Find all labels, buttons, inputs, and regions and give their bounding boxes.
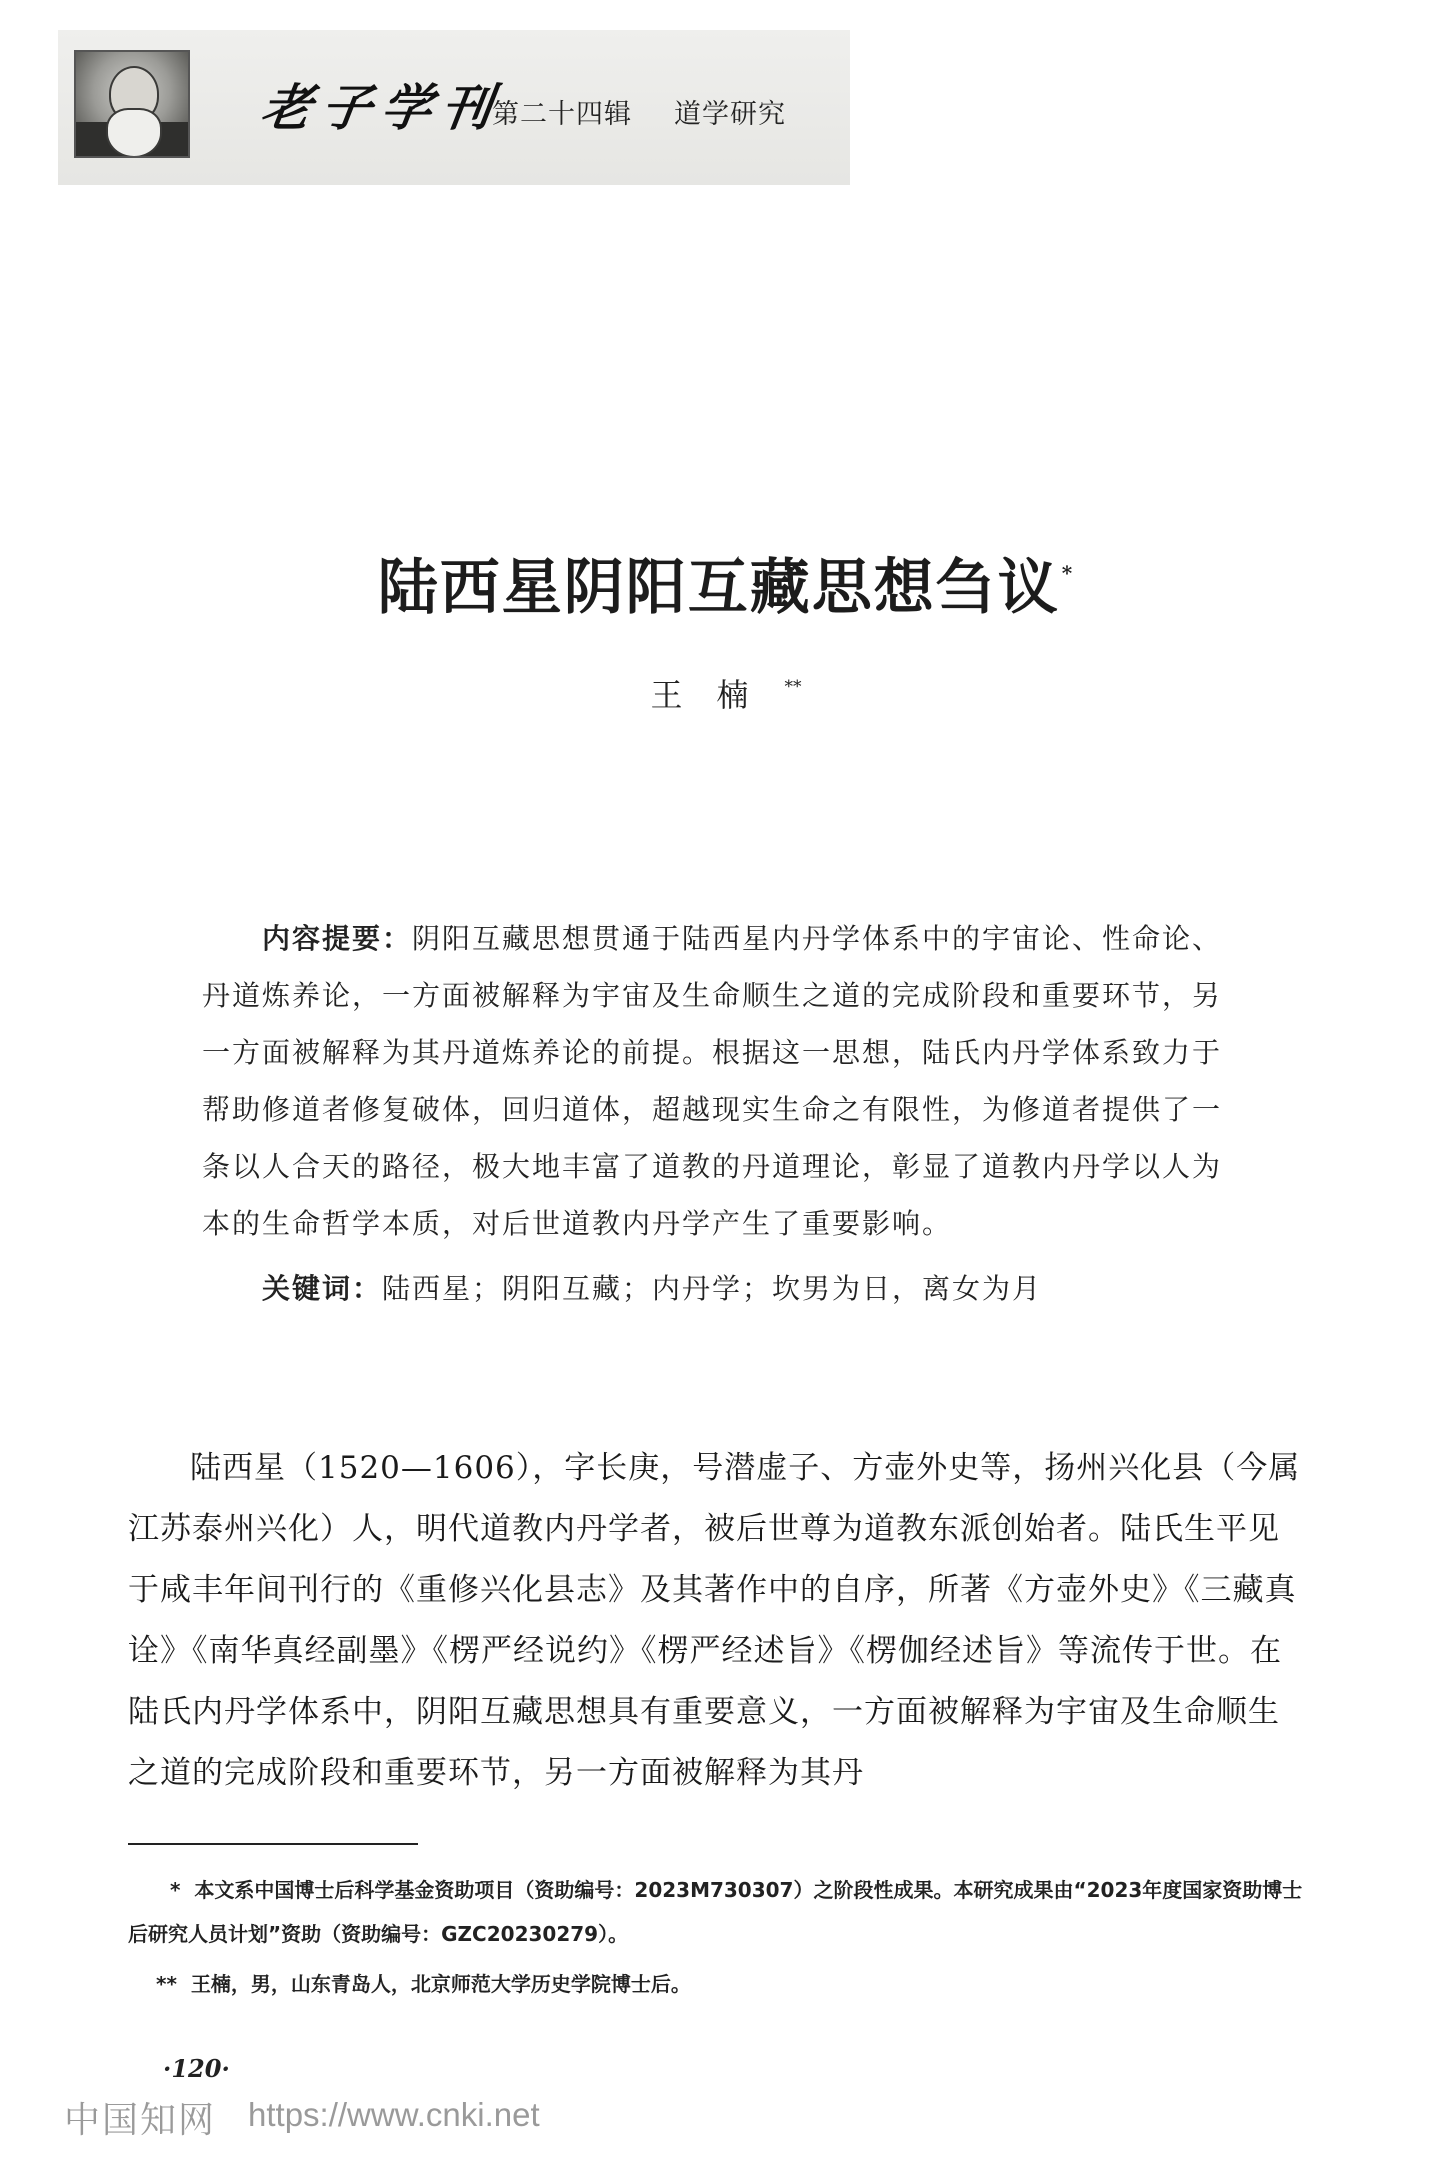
body-text: [128, 1438, 1308, 1804]
footnotes: [128, 1868, 1308, 2006]
section-label: 道学研究: [674, 99, 786, 130]
journal-name: 老子学刊: [257, 78, 506, 137]
body-paragraph: 陆西星（1520—1606），字长庚，号潜虚子、方壶外史等，扬州兴化县（今属江苏泰州兴化）人，明代道教内丹学者，被后世尊为道教东派创始者。陆氏生平见于咸丰年间刊行的《重修兴化县志》及其著作中的自序，所著《方壶外史》《三藏真诠》《南华真经副墨》《楞严经说约》《楞严经述旨》《楞伽经述旨》等流传于世。在陆氏内丹学体系中，阴阳互藏思想具有重要意义，一方面被解释为宇宙及生命顺生之道的完成阶段和重要环节，另一方面被解释为其丹: [128, 1450, 1301, 1791]
article-author: [0, 670, 1452, 716]
page-number: ·120·: [163, 2054, 230, 2083]
footnote-text: 本文系中国博士后科学基金资助项目（资助编号：2023M730307）之阶段性成果。本研究成果由“2023年度国家资助博士后研究人员计划”资助（资助编号：GZC20230279）。: [128, 1878, 1303, 1946]
footnote-item: [128, 1868, 1308, 1956]
footnote-text: 王楠，男，山东青岛人，北京师范大学历史学院博士后。: [190, 1972, 691, 1996]
footnote-mark: *: [170, 1878, 181, 1902]
footnote-mark: **: [156, 1972, 177, 1996]
article-title: [0, 540, 1452, 626]
abstract-paragraph: [202, 910, 1247, 1252]
watermark-url: https://www.cnki.net: [248, 2096, 540, 2133]
author-footnote-mark: **: [784, 677, 802, 697]
watermark-site-name: 中国知网: [64, 2100, 217, 2141]
author-name: 王楠: [650, 676, 783, 714]
title-text: 陆西星阴阳互藏思想刍议: [377, 553, 1060, 623]
laozi-portrait-image: [74, 50, 190, 158]
abstract-label: 内容提要：: [262, 922, 413, 955]
abstract-text: 阴阳互藏思想贯通于陆西星内丹学体系中的宇宙论、性命论、丹道炼养论，一方面被解释为宇宙及生命顺生之道的完成阶段和重要环节，另一方面被解释为其丹道炼养论的前提。根据这一思想，陆氏内丹学体系致力于帮助修道者修复破体，回归道体，超越现实生命之有限性，为修道者提供了一条以人合天的路径，极大地丰富了道教的丹道理论，彰显了道教内丹学以人为本的生命哲学本质，对后世道教内丹学产生了重要影响。: [202, 922, 1223, 1240]
footnote-item: [128, 1962, 1308, 2006]
title-footnote-mark: *: [1061, 561, 1075, 585]
keywords-label: 关键词：: [262, 1272, 383, 1305]
keywords-text: 陆西星；阴阳互藏；内丹学；坎男为日，离女为月: [382, 1272, 1043, 1305]
keywords-line: [202, 1260, 1247, 1317]
abstract-block: [202, 910, 1247, 1317]
issue-label: 第二十四辑: [492, 99, 632, 130]
footnote-divider: [128, 1843, 418, 1845]
